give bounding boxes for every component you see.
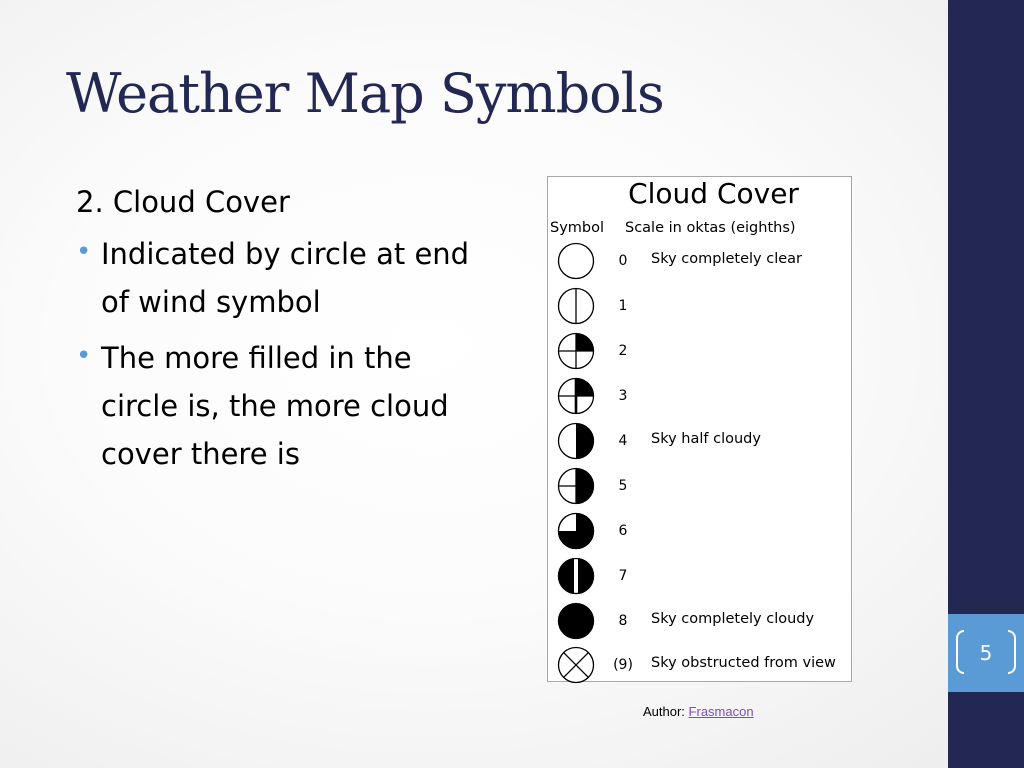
slide-body — [76, 182, 476, 486]
page-number-badge — [956, 630, 1016, 676]
okta-1-icon — [556, 286, 596, 326]
author-label: Author: — [643, 704, 685, 719]
okta-value: 5 — [618, 478, 628, 494]
okta-value: 7 — [618, 568, 628, 584]
okta-value: 3 — [618, 388, 628, 404]
okta-2-icon — [556, 331, 596, 371]
okta-value: 6 — [618, 523, 628, 539]
cloud-cover-row — [548, 331, 851, 371]
author-credit — [643, 704, 754, 719]
cloud-cover-row — [548, 645, 851, 685]
left-brace — [956, 630, 964, 674]
scale-column-header: Scale in oktas (eighths) — [625, 220, 796, 236]
cloud-cover-row — [548, 601, 851, 641]
page-number: 5 — [979, 641, 993, 665]
cloud-cover-row — [548, 556, 851, 596]
cloud-cover-row — [548, 376, 851, 416]
okta-value: (9) — [613, 657, 633, 673]
okta-value: 8 — [618, 613, 628, 629]
bullet-icon: • — [76, 341, 92, 371]
cloud-cover-row — [548, 421, 851, 461]
okta-4-icon — [556, 421, 596, 461]
okta-value: 0 — [618, 253, 628, 269]
okta-description: Sky half cloudy — [651, 431, 761, 447]
okta-description: Sky completely clear — [651, 251, 802, 267]
sky-obstructed-icon — [556, 645, 596, 685]
okta-6-icon — [556, 511, 596, 551]
author-link[interactable]: Frasmacon — [688, 704, 754, 719]
bullet-icon: • — [76, 237, 92, 267]
cloud-cover-figure — [547, 176, 852, 682]
right-brace — [1008, 630, 1016, 674]
symbol-column-header: Symbol — [550, 220, 605, 236]
okta-description: Sky completely cloudy — [651, 611, 815, 627]
okta-value: 1 — [618, 298, 628, 314]
okta-value: 2 — [618, 343, 628, 359]
cloud-cover-row — [548, 286, 851, 326]
bullet-item — [76, 334, 476, 478]
okta-8-icon — [556, 601, 596, 641]
figure-title: Cloud Cover — [628, 177, 799, 210]
cloud-cover-row — [548, 511, 851, 551]
okta-3-icon — [556, 376, 596, 416]
okta-5-icon — [556, 466, 596, 506]
okta-0-icon — [556, 241, 596, 281]
bullet-text: The more filled in the circle is, the more cloud cover there is — [101, 341, 449, 471]
okta-value: 4 — [618, 433, 628, 449]
slide-title: Weather Map Symbols — [66, 62, 664, 125]
cloud-cover-row — [548, 466, 851, 506]
cloud-cover-row — [548, 241, 851, 281]
okta-description: Sky obstructed from view — [651, 655, 836, 671]
bullet-text: Indicated by circle at end of wind symbol — [101, 237, 470, 319]
section-heading: 2. Cloud Cover — [76, 185, 290, 219]
okta-7-icon — [556, 556, 596, 596]
bullet-item — [76, 230, 476, 326]
